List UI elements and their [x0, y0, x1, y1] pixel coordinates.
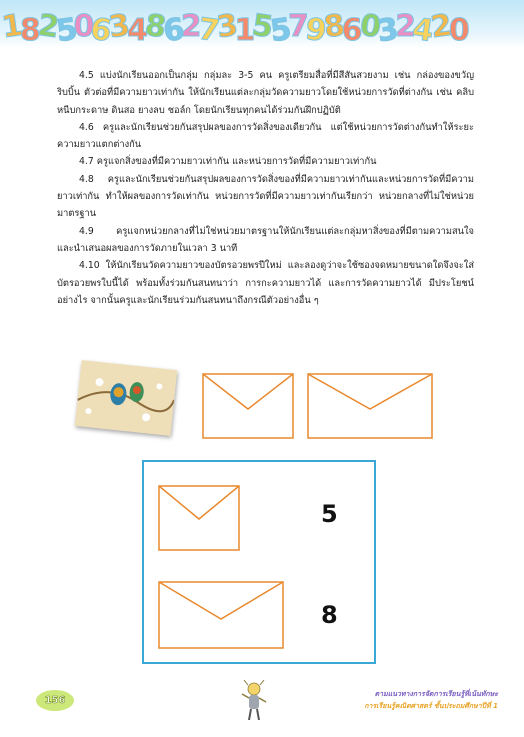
paragraph-4-10: 4.10 ให้นักเรียนวัดความยาวของบัตรอวยพรปีใหม่ และลองดูว่าจะใช้ซองจดหมายขนาดใดจึงจะใส่บัตรอวยพรใบนี้ได้ พร้อมทั้งร่วมกันสนทนาว่า การกะความยาวได้ และการวัดความยาวได้ มีประโยชน์อย่างไร จากนั้นครูและนักเรียนร่วมกันสนทนาถึงกรณีตัวอย่างอื่น ๆ: [57, 260, 474, 306]
header-digit-strip: [0, 0, 470, 50]
header-digit: 8: [321, 7, 347, 46]
page-number: 156: [36, 690, 74, 711]
header-digit: 9: [303, 11, 329, 50]
envelope-small-in-box: [158, 485, 240, 551]
header-digit: 7: [195, 11, 222, 50]
header-digit: 0: [73, 9, 95, 44]
paragraph-4-5: 4.5 แบ่งนักเรียนออกเป็นกลุ่ม กลุ่มละ 3-5 คน ครูเตรียมสื่อที่มีสีสันสวยงาม เช่น กล่องของขวัญ ริบบิ้น ตัวต่อที่มีความยาวเท่ากัน ให้นักเรียนแต่ละกลุ่มวัดความยาวโดยใช้หน่วยการวัดที่ต่างกัน เช่น คลิบหนีบกระดาษ ดินสอ ยางลบ ชอล์ก โดยนักเรียนทุกคนได้ร่วมกันฝึกปฏิบัติ: [57, 70, 474, 116]
header-digit: 6: [88, 11, 115, 50]
header-digit: 2: [428, 7, 455, 46]
envelope-large-in-box: [158, 581, 284, 649]
footer-book-title: [298, 688, 498, 712]
header-digit: 2: [35, 7, 62, 46]
header-digit: 4: [127, 13, 148, 48]
mascot-icon: [240, 680, 268, 722]
comparison-box: [142, 460, 376, 664]
header-digit: 0: [448, 13, 470, 48]
envelope-small-label: 5: [321, 500, 338, 528]
header-digit: 8: [142, 7, 169, 46]
lesson-text: [57, 67, 474, 309]
paragraph-4-8: 4.8 ครูและนักเรียนช่วยกันสรุปผลของการวัดสิ่งของที่มีความยาวเท่ากันและหน่วยการวัดที่มีความยาวเท่ากัน ทำให้ผลของการวัดเท่ากัน หน่วยการวัดที่มีความยาวเท่ากันเรียกว่า หน่วยกลางที่ไม่ใช่หน่วยมาตรฐาน: [57, 173, 474, 220]
envelope-small-top: [202, 373, 294, 439]
paragraph-4-7: 4.7 ครูแจกสิ่งของที่มีความยาวเท่ากัน และหน่วยการวัดที่มีความยาวเท่ากัน: [79, 156, 377, 168]
header-digit: 3: [375, 11, 402, 50]
header-digit: 5: [249, 7, 276, 46]
header-band: [0, 0, 524, 48]
header-digit: 6: [161, 11, 187, 50]
header-digit: 4: [410, 11, 436, 50]
paragraph-4-9: 4.9 ครูแจกหน่วยกลางที่ไม่ใช่หน่วยมาตรฐานให้นักเรียนแต่ละกลุ่มหาสิ่งของที่มีตามความสนใจ และนำเสนอผลของการวัดภายในเวลา 3 นาที: [57, 225, 474, 254]
header-digit: 3: [214, 7, 240, 46]
header-digit: 0: [357, 7, 383, 46]
footer-title-line-1: ตามแนวทางการจัดการเรียนรู้ที่เน้นทักษะ: [374, 690, 498, 698]
header-digit: 8: [19, 13, 41, 48]
envelope-large-top: [307, 373, 433, 439]
header-digit: 1: [0, 7, 26, 46]
header-digit: 5: [53, 11, 80, 50]
header-digit: 2: [395, 9, 417, 44]
footer-title-line-2: การเรียนรู้คณิตศาสตร์ ชั้นประถมศึกษาปีที่ 1: [364, 702, 498, 710]
header-digit: 3: [106, 7, 133, 46]
header-digit: 5: [268, 11, 294, 50]
header-digit: 1: [234, 13, 256, 48]
header-digit: 2: [180, 9, 202, 44]
envelope-large-label: 8: [321, 601, 338, 629]
header-digit: 7: [288, 9, 309, 44]
paragraph-4-6: 4.6 ครูและนักเรียนช่วยกันสรุปผลของการวัดสิ่งของเดียวกัน แต่ใช้หน่วยการวัดต่างกันทำให้ระยะความยาวแตกต่างกัน: [57, 121, 474, 151]
header-digit: 6: [341, 13, 363, 48]
greeting-card-image: [75, 360, 177, 436]
